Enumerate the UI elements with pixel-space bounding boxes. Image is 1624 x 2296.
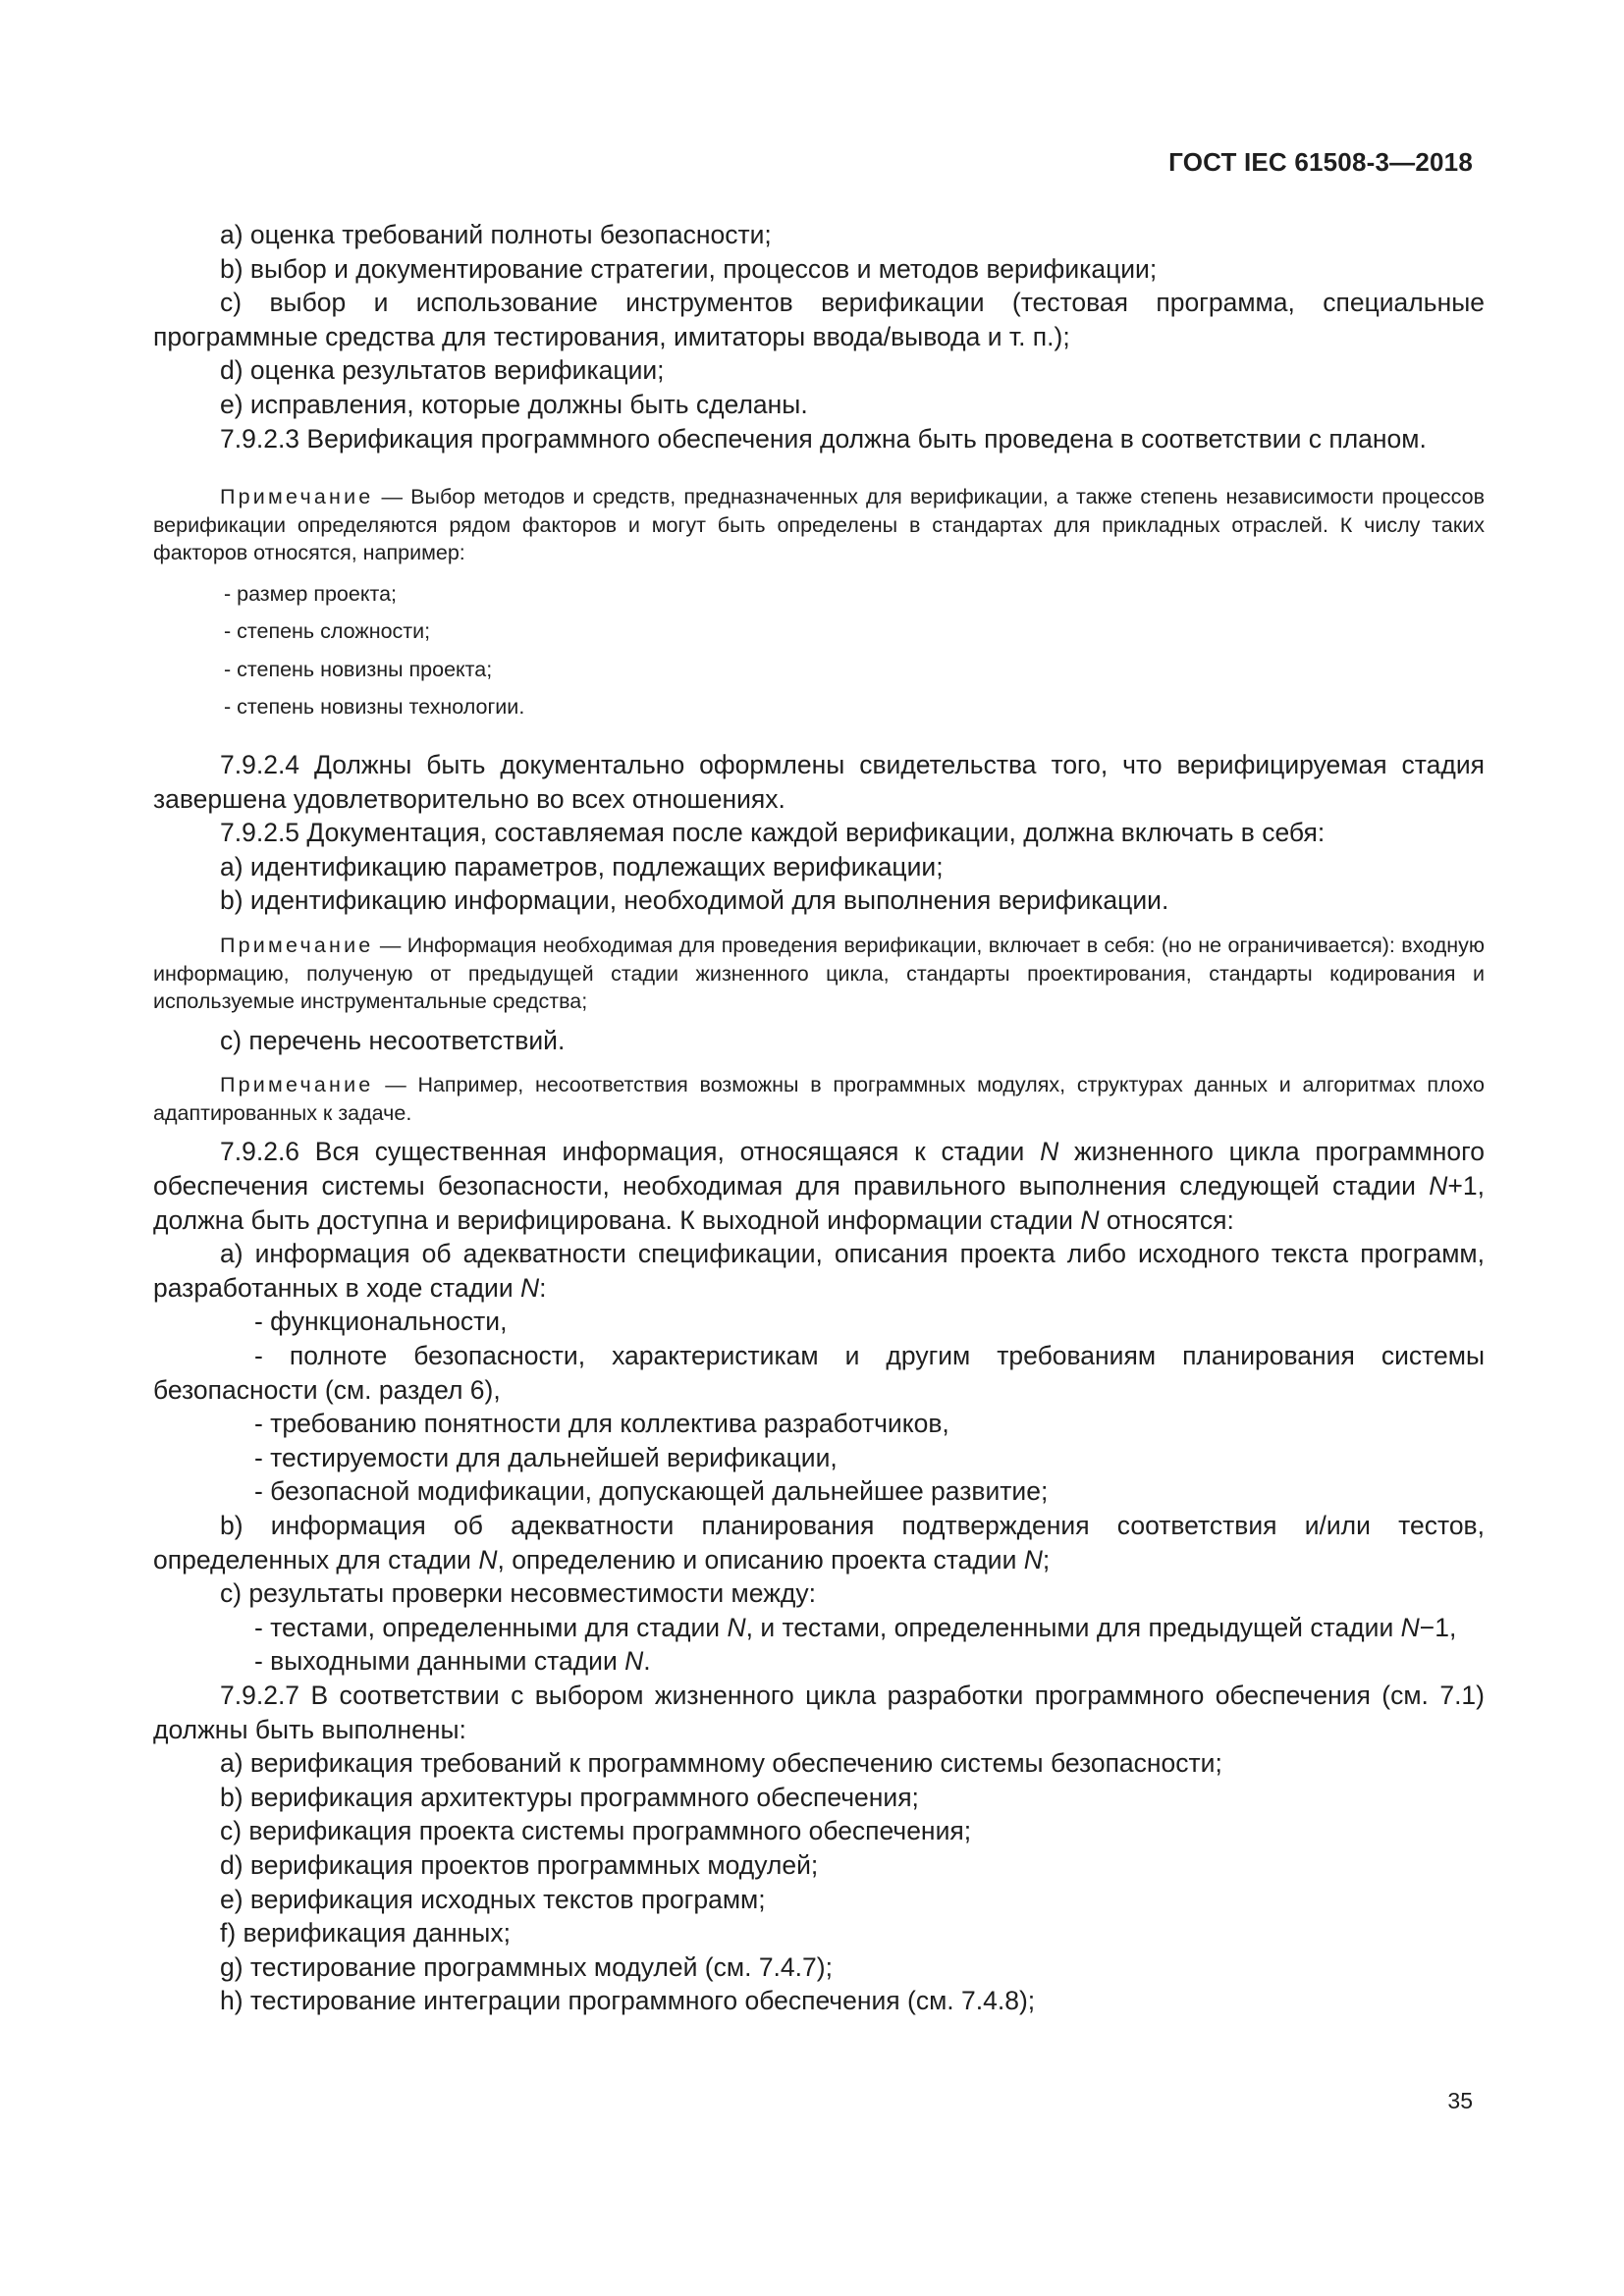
stage-variable: N — [478, 1544, 498, 1575]
sub-item — [153, 1611, 1485, 1645]
list-item-e: e) исправления, которые должны быть сделаны. — [220, 389, 808, 419]
note-label: Примечание — [220, 1073, 374, 1097]
list-item: - степень новизны технологии. — [224, 695, 525, 720]
note-label: Примечание — [220, 933, 374, 957]
list-item-c: c) выбор и использование инструментов верификации (тестовая программа, специальные программные средства для тестирования, имитаторы ввода/вывода и т. п.); — [153, 288, 1485, 351]
text-run: относятся: — [1099, 1204, 1234, 1235]
note-2 — [153, 932, 1485, 1016]
list-item-d: d) оценка результатов верификации; — [220, 355, 665, 386]
text-run: жизненного цикла программного обеспечения системы безопасности, необходимая для правильного выполнения следующей стадии — [153, 1137, 1485, 1201]
list-item-e: e) верификация исходных текстов программ; — [220, 1884, 766, 1914]
note-text: — Например, несоответствия возможны в программных модулях, структурах данных и алгоритмах плохо адаптированных к задаче. — [153, 1073, 1485, 1125]
text-run: - тестами, определенными для стадии — [254, 1612, 728, 1642]
stage-variable: N — [624, 1646, 644, 1677]
stage-variable: N — [1429, 1171, 1448, 1201]
clause-7-9-2-3: 7.9.2.3 Верификация программного обеспечения должна быть проведена в соответствии с планом. — [220, 423, 1427, 454]
document-body — [153, 218, 1485, 2018]
text-run: b) информация об адекватности планирования подтверждения соответствия и/или тестов, определенных для стадии — [153, 1511, 1485, 1575]
list-item-b: b) верификация архитектуры программного обеспечения; — [220, 1782, 919, 1812]
list-item-b: b) идентификацию информации, необходимой для выполнения верификации. — [220, 885, 1169, 916]
clause-7-9-2-6 — [153, 1135, 1485, 1237]
list-item-a: a) идентификацию параметров, подлежащих верификации; — [220, 851, 944, 881]
text-run: +1, должна быть доступна и верифицирована. К выходной информации стадии — [153, 1171, 1485, 1235]
list-item-g: g) тестирование программных модулей (см. 7.4.7); — [220, 1951, 833, 1982]
stage-variable: N — [1400, 1612, 1420, 1642]
list-item-b: b) выбор и документирование стратегии, процессов и методов верификации; — [220, 253, 1158, 284]
list-item: - степень новизны проекта; — [224, 657, 493, 681]
text-run: . — [643, 1646, 651, 1677]
sub-item: - полноте безопасности, характеристикам и другим требованиям планирования системы безопасности (см. раздел 6), — [153, 1341, 1485, 1405]
note-3 — [153, 1071, 1485, 1127]
clause-7-9-2-7: 7.9.2.7 В соответствии с выбором жизненного цикла разработки программного обеспечения (см. 7.1) должны быть выполнены: — [153, 1680, 1485, 1744]
text-run: 7.9.2.6 Вся существенная информация, относящаяся к стадии — [220, 1137, 1041, 1167]
list-item-d: d) верификация проектов программных модулей; — [220, 1849, 819, 1880]
stage-variable: N — [1080, 1204, 1100, 1235]
stage-variable: N — [520, 1272, 540, 1303]
text-run: : — [539, 1272, 547, 1303]
sub-item — [153, 1644, 1485, 1679]
sub-item: - безопасной модификации, допускающей дальнейшее развитие; — [254, 1476, 1049, 1507]
text-run: - выходными данными стадии — [254, 1646, 625, 1677]
list-item-a: a) верификация требований к программному обеспечению системы безопасности; — [220, 1748, 1222, 1779]
clause-7-9-2-5: 7.9.2.5 Документация, составляемая после каждой верификации, должна включать в себя: — [220, 818, 1326, 848]
note-text: — Выбор методов и средств, предназначенных для верификации, а также степень независимости процессов верификации определяются рядом факторов и могут быть определены в стандартах для прикладных отраслей. К числу таких факторов относятся, например: — [153, 485, 1485, 565]
stage-variable: N — [727, 1612, 746, 1642]
note-text: — Информация необходимая для проведения верификации, включает в себя: (но не ограничивается): входную информацию, полученую от предыдущей стадии жизненного цикла, стандарты проектирования, стандарты кодирования и используемые инструментальные средства; — [153, 933, 1485, 1014]
list-item-c: c) верификация проекта системы программного обеспечения; — [220, 1816, 972, 1846]
list-item-h: h) тестирование интеграции программного обеспечения (см. 7.4.8); — [220, 1986, 1036, 2016]
text-run: ; — [1042, 1544, 1051, 1575]
sub-item: - функциональности, — [254, 1307, 508, 1337]
list-item-a — [153, 1237, 1485, 1305]
list-item-a: a) оценка требований полноты безопасности; — [220, 220, 772, 249]
text-run: −1, — [1419, 1612, 1457, 1642]
list-item-c: c) перечень несоответствий. — [220, 1025, 566, 1055]
list-item-c: c) результаты проверки несовместимости между: — [220, 1578, 816, 1609]
stage-variable: N — [1023, 1544, 1043, 1575]
note-1-factor-list — [153, 575, 1485, 726]
text-run: a) информация об адекватности спецификации, описания проекта либо исходного текста программ, разработанных в ходе стадии — [153, 1239, 1485, 1303]
document-number-header: ГОСТ IEC 61508-3—2018 — [1168, 147, 1473, 177]
list-item-b — [153, 1509, 1485, 1576]
note-label: Примечание — [220, 485, 374, 509]
text-run: , определению и описанию проекта стадии — [497, 1544, 1024, 1575]
sub-item: - требованию понятности для коллектива разработчиков, — [254, 1409, 949, 1439]
sub-item: - тестируемости для дальнейшей верификации, — [254, 1442, 838, 1472]
list-item: - степень сложности; — [224, 619, 431, 644]
page-number: 35 — [1447, 2088, 1473, 2113]
clause-7-9-2-4: 7.9.2.4 Должны быть документально оформлены свидетельства того, что верифицируемая стадия завершена удовлетворительно во всех отношениях. — [153, 749, 1485, 814]
note-1 — [153, 483, 1485, 567]
stage-variable: N — [1040, 1137, 1059, 1167]
list-item: - размер проекта; — [224, 581, 398, 606]
list-item-f: f) верификация данных; — [220, 1918, 511, 1949]
text-run: , и тестами, определенными для предыдущей стадии — [745, 1612, 1401, 1642]
